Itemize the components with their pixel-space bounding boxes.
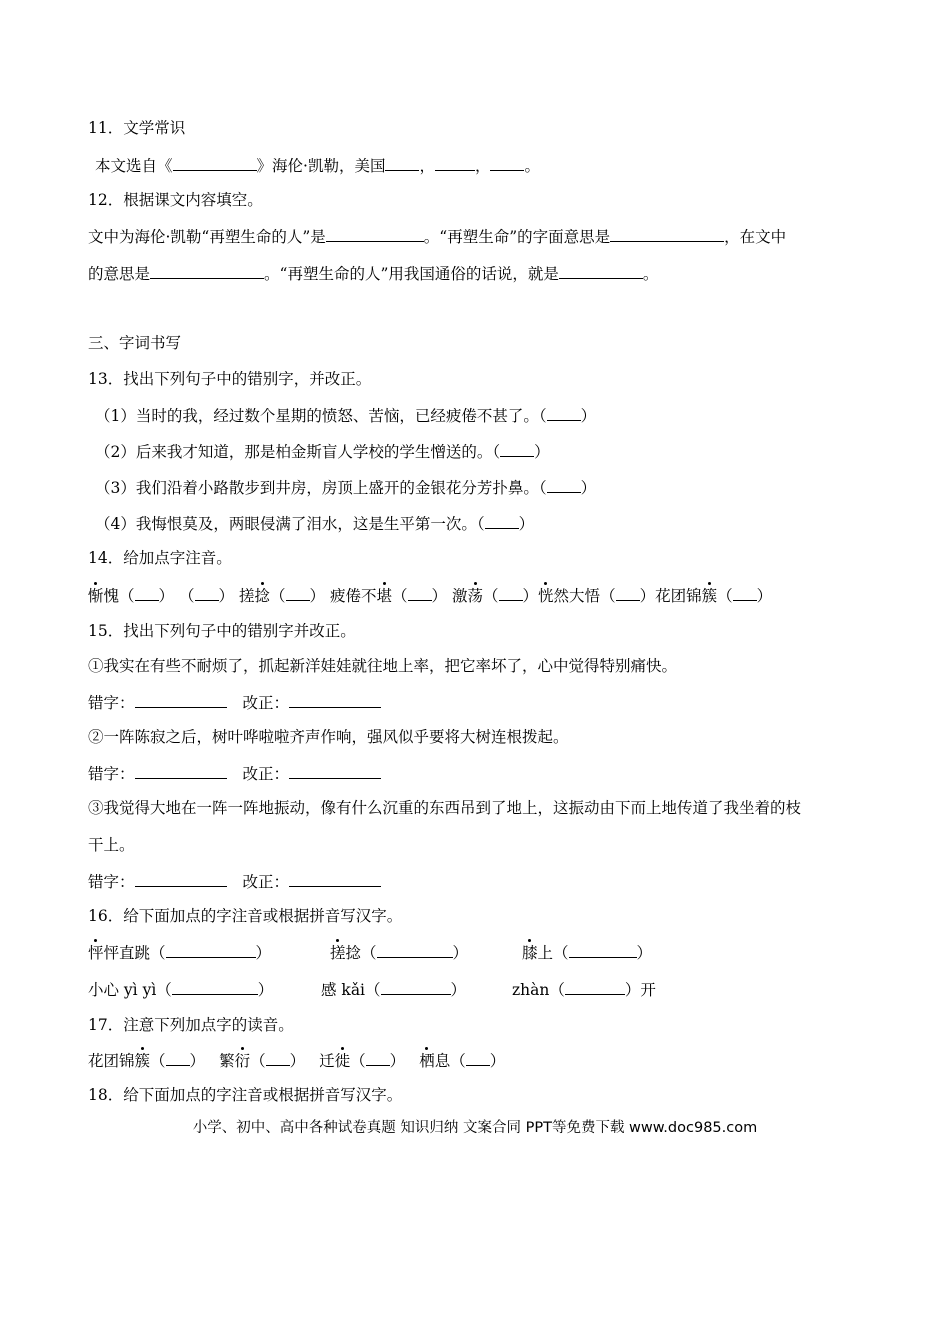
blank[interactable] [166, 1049, 190, 1066]
question-16-item-3: 膝上（ ） [522, 941, 652, 964]
blank[interactable] [266, 1049, 290, 1066]
blank[interactable] [381, 978, 451, 995]
blank[interactable] [366, 1049, 390, 1066]
blank[interactable] [569, 941, 637, 958]
blank[interactable] [166, 941, 256, 958]
question-11-line: 本文选自《 》海伦·凯勒，美国 ， ， 。 [95, 154, 540, 177]
blank[interactable] [610, 225, 724, 242]
question-17-title: 17．注意下列加点字的读音。 [88, 1016, 294, 1034]
wrong-char-blank[interactable] [135, 762, 227, 779]
question-13-item-3: （3）我们沿着小路散步到井房，房顶上盛开的金银花分芳扑鼻。（ ） [95, 476, 596, 499]
question-16-item-2: 搓捻（ ） [330, 941, 468, 964]
blank[interactable] [499, 584, 523, 601]
question-15-sentence-1: ①我实在有些不耐烦了，抓起新洋娃娃就往地上率，把它率坏了，心中觉得特别痛快。 [88, 657, 678, 675]
blank[interactable] [547, 476, 581, 493]
blank[interactable] [135, 584, 159, 601]
question-14-line: 惭愧（ ） （ ） 搓捻（ ） 疲倦不堪（ ） 激荡（ ）恍然大悟（ ）花团锦簇（ ） [88, 584, 772, 607]
dotted-char: 荡 [467, 587, 483, 605]
blank[interactable] [559, 262, 643, 279]
blank[interactable] [500, 440, 534, 457]
blank[interactable] [150, 262, 264, 279]
correction-blank[interactable] [289, 691, 381, 708]
question-17-line: 花团锦簇（ ） 繁衍（ ） 迁徙（ ） 栖息（ ） [88, 1049, 505, 1072]
dotted-char: 衍 [234, 1052, 251, 1070]
correction-blank[interactable] [289, 762, 381, 779]
page-footer: 小学、初中、高中各种试卷真题 知识归纳 文案合同 PPT等免费下载 www.doc985.com [192, 1120, 758, 1136]
question-15-sentence-3b: 干上。 [88, 836, 135, 854]
blank[interactable] [466, 1049, 490, 1066]
question-16-line-2: 小心 yì yì（ ） [88, 978, 273, 1001]
blank[interactable] [286, 584, 310, 601]
question-16-title: 16．给下面加点的字注音或根据拼音写汉字。 [88, 907, 403, 925]
dotted-char: 怦 [88, 944, 104, 962]
question-11-title: 11．文学常识 [88, 119, 186, 137]
blank[interactable] [733, 584, 757, 601]
dotted-char: 捻 [254, 587, 270, 605]
dotted-char: 惭 [88, 587, 104, 605]
question-15-answer-2: 错字： 改正： [88, 762, 381, 785]
dotted-char: 簇 [701, 587, 718, 605]
question-13-title: 13．找出下列句子中的错别字，并改正。 [88, 370, 372, 388]
blank[interactable] [172, 978, 258, 995]
blank[interactable] [490, 154, 524, 171]
question-15-sentence-2: ②一阵陈寂之后，树叶哗啦啦齐声作响，强风似乎要将大树连根拨起。 [88, 728, 569, 746]
question-12-title: 12．根据课文内容填空。 [88, 191, 263, 209]
wrong-char-blank[interactable] [135, 691, 227, 708]
question-15-sentence-3a: ③我觉得大地在一阵一阵地振动，像有什么沉重的东西吊到了地上，这振动由下而上地传道了我坐着的枝 [88, 799, 802, 817]
question-15-title: 15．找出下列句子中的错别字并改正。 [88, 622, 356, 640]
dotted-char: 膝 [522, 944, 538, 962]
question-14-title: 14．给加点字注音。 [88, 549, 232, 567]
blank[interactable] [377, 941, 453, 958]
blank[interactable] [408, 584, 432, 601]
wrong-char-blank[interactable] [135, 870, 227, 887]
question-16-item-6: zhàn（ ）开 [512, 978, 656, 1001]
question-12-line-2: 的意思是 。“再塑生命的人”用我国通俗的话说，就是 。 [88, 262, 658, 285]
question-13-item-1: （1）当时的我，经过数个星期的愤怒、苦恼，已经疲倦不甚了。（ ） [95, 404, 596, 427]
correction-blank[interactable] [289, 870, 381, 887]
blank[interactable] [195, 584, 219, 601]
question-18-title: 18．给下面加点的字注音或根据拼音写汉字。 [88, 1086, 403, 1104]
dotted-char: 堪 [376, 587, 392, 605]
blank[interactable] [326, 225, 424, 242]
dotted-char: 栖 [419, 1052, 435, 1070]
blank[interactable] [565, 978, 625, 995]
blank[interactable] [435, 154, 475, 171]
dotted-char: 搓 [330, 944, 346, 962]
question-13-item-2: （2）后来我才知道，那是柏金斯盲人学校的学生憎送的。（ ） [95, 440, 550, 463]
blank[interactable] [616, 584, 640, 601]
question-13-item-4: （4）我悔恨莫及，两眼侵满了泪水，这是生平第一次。（ ） [95, 512, 534, 535]
dotted-char: 徙 [334, 1052, 351, 1070]
blank[interactable] [173, 154, 257, 171]
dotted-char: 簇 [134, 1052, 151, 1070]
blank[interactable] [547, 404, 581, 421]
dotted-char: 恍 [538, 587, 554, 605]
question-15-answer-3: 错字： 改正： [88, 870, 381, 893]
question-12-line-1: 文中为海伦·凯勒“再塑生命的人”是 。“再塑生命”的字面意思是 ，在文中 [88, 225, 786, 248]
blank[interactable] [485, 512, 519, 529]
question-16-item-5: 感 kǎi（ ） [321, 978, 466, 1001]
question-16-line-1: 怦怦直跳（ ） [88, 941, 271, 964]
section-heading: 三、字词书写 [88, 334, 182, 352]
blank[interactable] [385, 154, 419, 171]
question-15-answer-1: 错字： 改正： [88, 691, 381, 714]
